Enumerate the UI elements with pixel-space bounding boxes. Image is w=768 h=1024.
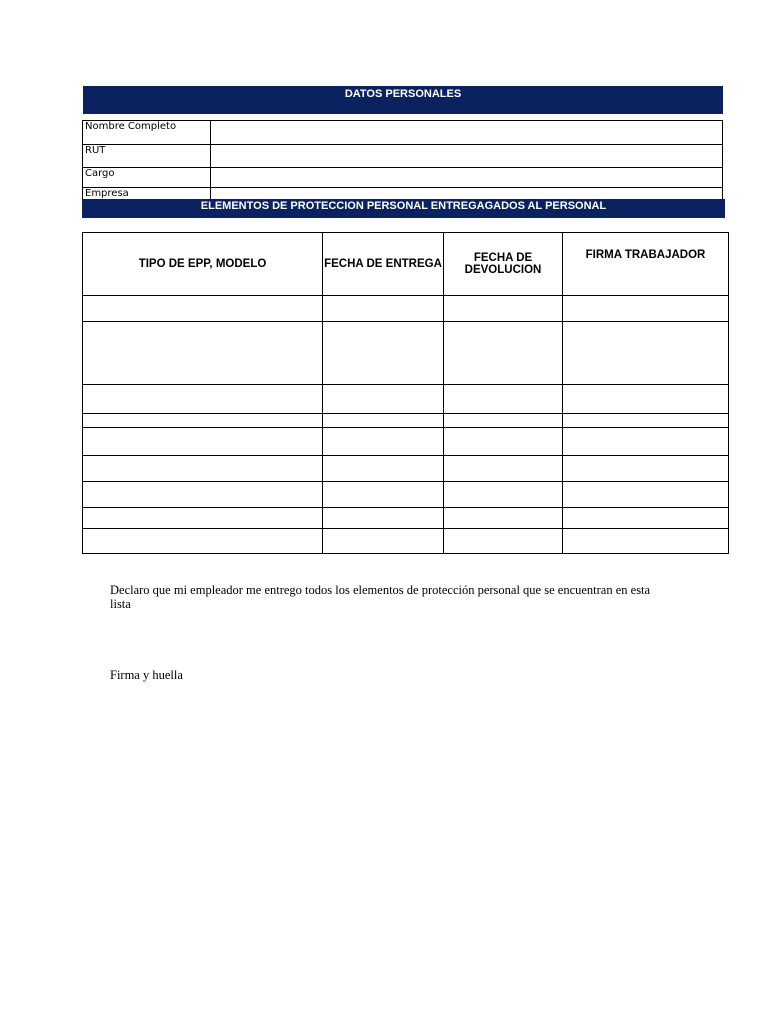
cell-firma[interactable] bbox=[563, 508, 729, 529]
cell-fecha-devolucion[interactable] bbox=[444, 322, 563, 385]
header-fecha-devolucion bbox=[444, 233, 563, 296]
cell-fecha-devolucion[interactable] bbox=[444, 456, 563, 482]
cell-tipo[interactable] bbox=[83, 322, 323, 385]
table-row bbox=[83, 456, 729, 482]
field-label-empresa: Empresa bbox=[83, 188, 211, 201]
cell-fecha-devolucion[interactable] bbox=[444, 385, 563, 414]
field-label-cargo: Cargo bbox=[83, 168, 211, 188]
table-row bbox=[83, 414, 729, 428]
personal-data-table bbox=[82, 120, 723, 200]
field-label-nombre: Nombre Completo bbox=[83, 121, 211, 145]
cell-fecha-entrega[interactable] bbox=[323, 508, 444, 529]
cell-tipo[interactable] bbox=[83, 456, 323, 482]
cell-fecha-devolucion[interactable] bbox=[444, 414, 563, 428]
cell-tipo[interactable] bbox=[83, 529, 323, 554]
table-row bbox=[83, 296, 729, 322]
cell-fecha-devolucion[interactable] bbox=[444, 529, 563, 554]
field-row-cargo bbox=[83, 168, 723, 188]
signature-label: Firma y huella bbox=[110, 668, 183, 682]
header-fecha-entrega: FECHA DE ENTREGA bbox=[323, 233, 444, 296]
cell-firma[interactable] bbox=[563, 529, 729, 554]
section-header-datos-personales: DATOS PERSONALES bbox=[83, 86, 723, 114]
header-tipo-epp: TIPO DE EPP, MODELO bbox=[83, 233, 323, 296]
cell-firma[interactable] bbox=[563, 385, 729, 414]
cell-fecha-entrega[interactable] bbox=[323, 322, 444, 385]
table-row bbox=[83, 482, 729, 508]
cell-tipo[interactable] bbox=[83, 428, 323, 456]
cell-fecha-entrega[interactable] bbox=[323, 456, 444, 482]
cell-tipo[interactable] bbox=[83, 385, 323, 414]
epp-header-row bbox=[83, 233, 729, 296]
header-fecha-devolucion-text: FECHA DE DEVOLUCION bbox=[464, 252, 542, 276]
table-row bbox=[83, 322, 729, 385]
cell-firma[interactable] bbox=[563, 322, 729, 385]
cell-tipo[interactable] bbox=[83, 414, 323, 428]
cell-fecha-entrega[interactable] bbox=[323, 482, 444, 508]
cell-fecha-devolucion[interactable] bbox=[444, 428, 563, 456]
epp-table bbox=[82, 232, 729, 554]
cell-fecha-entrega[interactable] bbox=[323, 414, 444, 428]
table-row bbox=[83, 529, 729, 554]
cell-fecha-entrega[interactable] bbox=[323, 385, 444, 414]
cell-fecha-entrega[interactable] bbox=[323, 296, 444, 322]
field-value-nombre[interactable] bbox=[211, 121, 723, 145]
cell-fecha-devolucion[interactable] bbox=[444, 296, 563, 322]
field-value-cargo[interactable] bbox=[211, 168, 723, 188]
cell-firma[interactable] bbox=[563, 296, 729, 322]
cell-fecha-devolucion[interactable] bbox=[444, 482, 563, 508]
cell-tipo[interactable] bbox=[83, 482, 323, 508]
cell-firma[interactable] bbox=[563, 482, 729, 508]
cell-fecha-entrega[interactable] bbox=[323, 428, 444, 456]
declaration-text: Declaro que mi empleador me entrego todos los elementos de protección personal que se encuentran en esta lista bbox=[110, 583, 651, 611]
field-row-rut bbox=[83, 145, 723, 168]
field-value-rut[interactable] bbox=[211, 145, 723, 168]
cell-firma[interactable] bbox=[563, 456, 729, 482]
field-row-nombre bbox=[83, 121, 723, 145]
cell-firma[interactable] bbox=[563, 414, 729, 428]
table-row bbox=[83, 428, 729, 456]
field-label-rut: RUT bbox=[83, 145, 211, 168]
cell-fecha-devolucion[interactable] bbox=[444, 508, 563, 529]
table-row bbox=[83, 508, 729, 529]
table-row bbox=[83, 385, 729, 414]
cell-fecha-entrega[interactable] bbox=[323, 529, 444, 554]
cell-tipo[interactable] bbox=[83, 296, 323, 322]
header-firma-trabajador: FIRMA TRABAJADOR bbox=[563, 233, 729, 296]
cell-tipo[interactable] bbox=[83, 508, 323, 529]
section-header-elementos: ELEMENTOS DE PROTECCION PERSONAL ENTREGAGADOS AL PERSONAL bbox=[82, 199, 725, 218]
cell-firma[interactable] bbox=[563, 428, 729, 456]
